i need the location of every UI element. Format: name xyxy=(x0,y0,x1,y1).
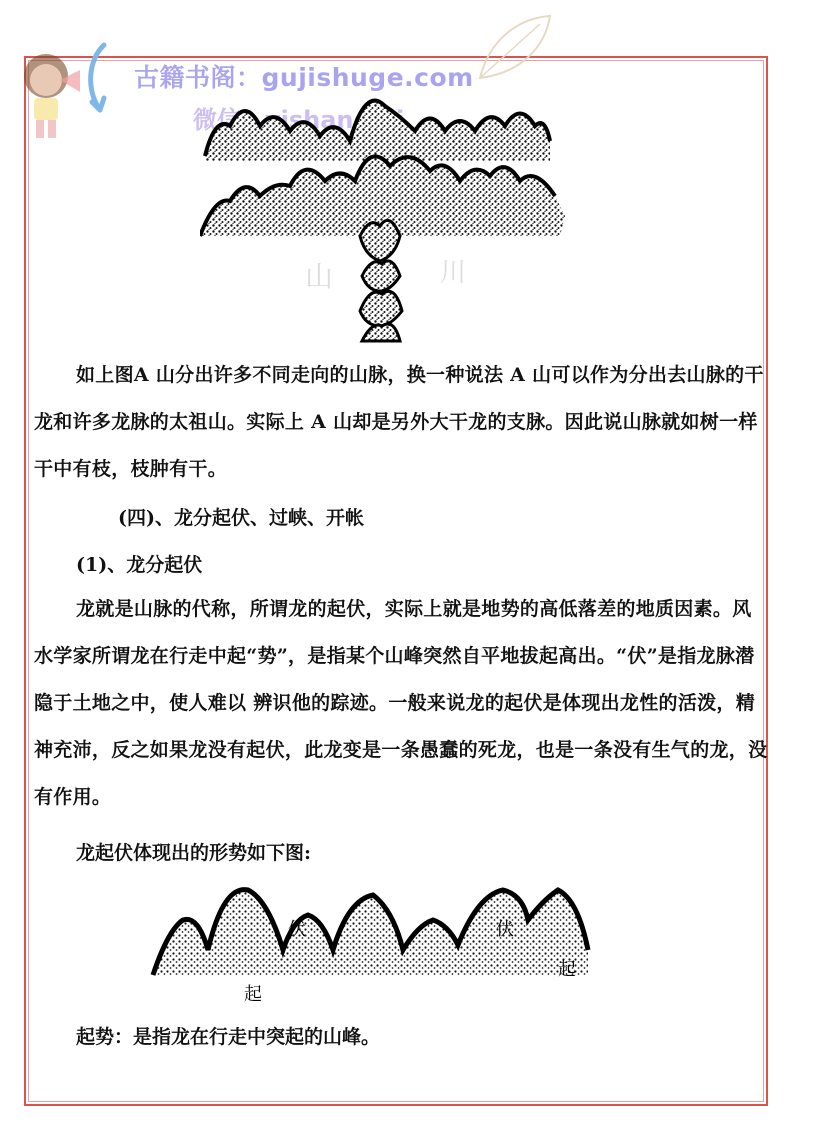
svg-text:川: 川 xyxy=(440,258,467,288)
label-fu-2: 伏 xyxy=(496,919,514,940)
leaf-icon xyxy=(470,8,560,88)
svg-text:山: 山 xyxy=(305,260,334,293)
watermark-wechat: 微信：yishanguji xyxy=(193,106,405,134)
paragraph-2: 龙就是山脉的代称，所谓龙的起伏，实际上就是地势的高低落差的地质因素。风水学家所谓龙在行走中起“势”，是指某个山峰突然自平地拔起高出。“伏”是指龙脉潜隐于土地之中，使人难以 辨识他的踪迹。一般来说龙的起伏是体现出龙性的活泼，精神充沛，反之如果龙没有起伏，此龙变是一条愚蠢的死龙，也是一条没有生气的龙，没有作用。 xyxy=(34,598,768,808)
section-heading: (四)、龙分起伏、过峡、开帐 xyxy=(118,507,364,529)
label-qi-2: 起 xyxy=(558,959,576,980)
paragraph-1: 如上图A 山分出许多不同走向的山脉，换一种说法 A 山可以作为分出去山脉的干龙和许多龙脉的太祖山。实际上 A 山却是另外大干龙的支脉。因此说山脉就如树一样干中有枝，枝肿有干。 xyxy=(34,364,764,480)
paragraph-3: 龙起伏体现出的形势如下图: xyxy=(76,842,312,864)
label-qi-1: 起 xyxy=(244,984,262,1005)
mascot-icon xyxy=(8,40,118,150)
subsection-heading: (1)、龙分起伏 xyxy=(76,554,203,576)
watermark-site: 古籍书阁：gujishuge.com xyxy=(134,63,474,92)
rising-falling-mountain-diagram xyxy=(148,880,598,1010)
label-fu-1: 伏 xyxy=(288,919,306,940)
mountain-range-branching-diagram xyxy=(200,86,570,346)
paragraph-4: 起势：是指龙在行走中突起的山峰。 xyxy=(76,1026,381,1048)
